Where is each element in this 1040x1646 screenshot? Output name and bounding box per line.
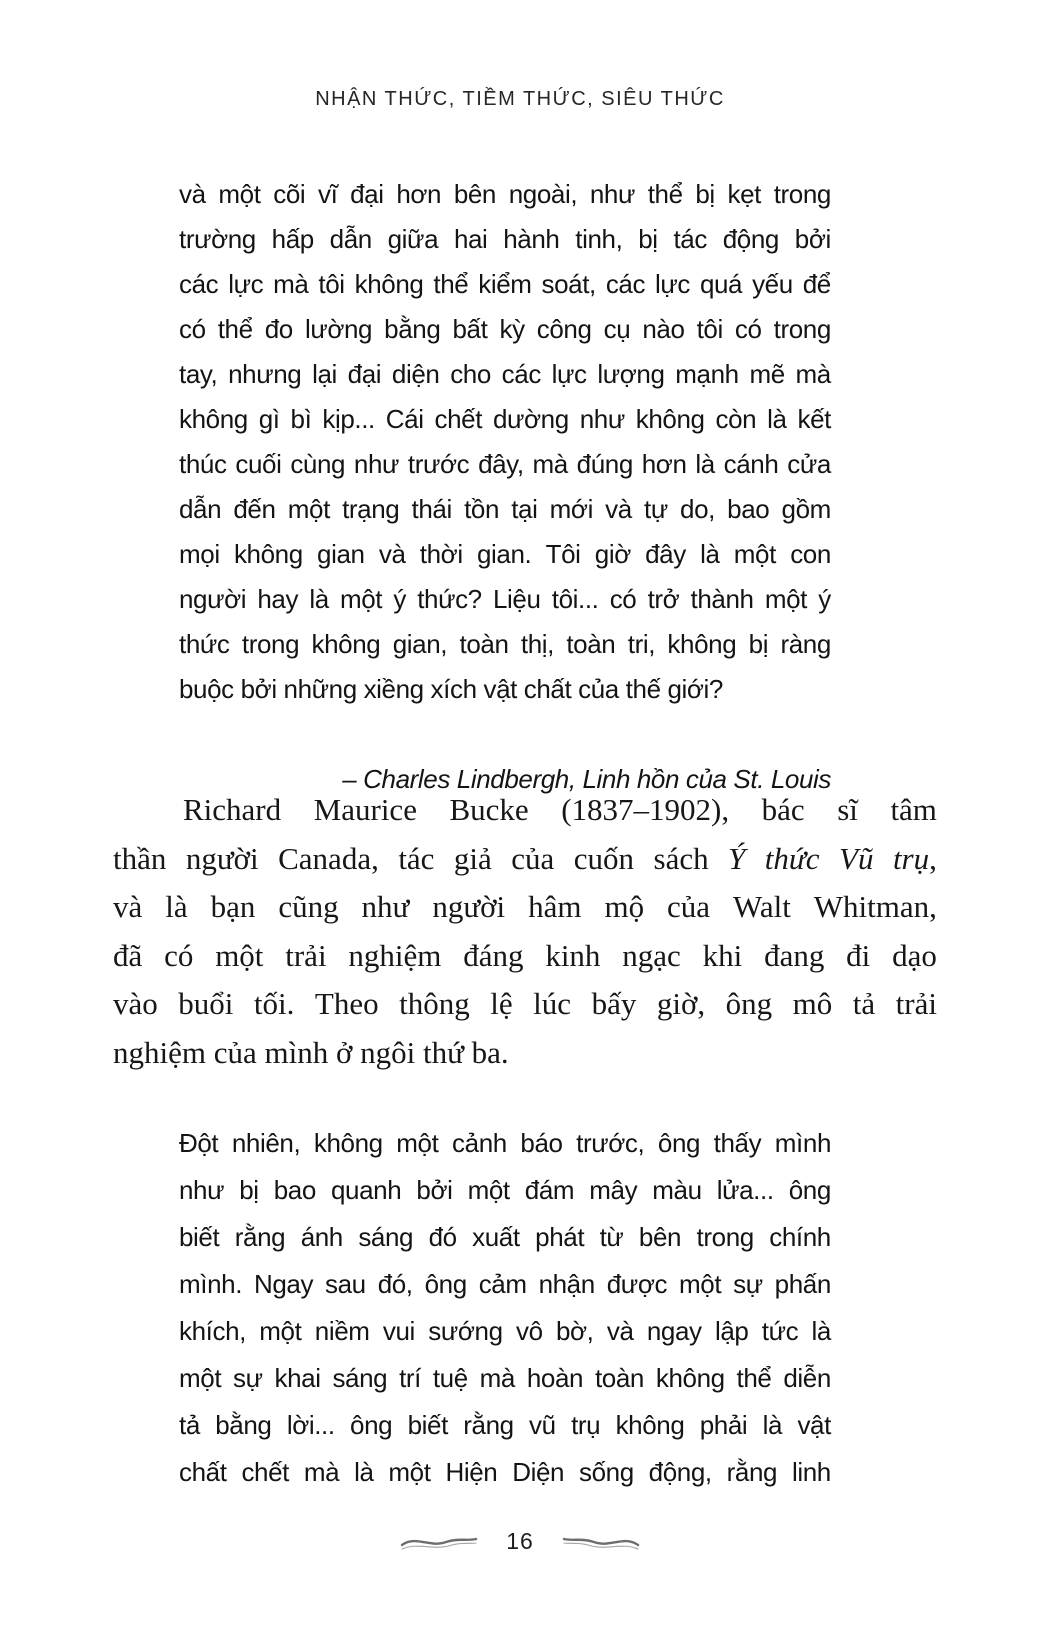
text-line: không gì bì kịp... Cái chết dường như không còn là kết xyxy=(179,404,831,434)
text-line: chất chết mà là một Hiện Diện sống động, rằng linh xyxy=(179,1457,831,1487)
text-line: người hay là một ý thức? Liệu tôi... có trở thành một ý xyxy=(179,584,831,614)
blockquote-1 xyxy=(179,172,831,712)
page-number: 16 xyxy=(506,1528,534,1554)
text-line: Đột nhiên, không một cảnh báo trước, ông thấy mình xyxy=(179,1128,831,1158)
text-line: vào buổi tối. Theo thông lệ lúc bấy giờ, ông mô tả trải xyxy=(113,986,937,1021)
text-line: thúc cuối cùng như trước đây, mà đúng hơn là cánh cửa xyxy=(179,449,831,479)
blockquote-2 xyxy=(179,1120,831,1496)
text-line: tả bằng lời... ông biết rằng vũ trụ không phải là vật xyxy=(179,1410,831,1440)
text-line: Richard Maurice Bucke (1837–1902), bác sĩ tâm xyxy=(183,792,937,827)
running-header: NHẬN THỨC, TIỀM THỨC, SIÊU THỨC xyxy=(315,88,725,110)
quote-attribution: – Charles Lindbergh, Linh hồn của St. Louis xyxy=(342,764,831,794)
text-line: trường hấp dẫn giữa hai hành tinh, bị tác động bởi xyxy=(179,224,831,254)
text-line: và là bạn cũng như người hâm mộ của Walt Whitman, xyxy=(113,889,937,924)
wave-flourish-icon xyxy=(400,1532,478,1552)
text-line: buộc bởi những xiềng xích vật chất của thế giới? xyxy=(179,674,723,704)
text-line: dẫn đến một trạng thái tồn tại mới và tự do, bao gồm xyxy=(179,494,831,524)
text-line: mình. Ngay sau đó, ông cảm nhận được một sự phấn xyxy=(179,1269,831,1299)
text-line: đã có một trải nghiệm đáng kinh ngạc khi đang đi dạo xyxy=(113,937,937,973)
text-line: như bị bao quanh bởi một đám mây màu lửa... ông xyxy=(179,1175,831,1205)
page-footer xyxy=(0,1528,1040,1555)
text-line: một sự khai sáng trí tuệ mà hoàn toàn không thể diễn xyxy=(179,1363,831,1393)
text-line: tay, nhưng lại đại diện cho các lực lượng mạnh mẽ mà xyxy=(179,359,831,389)
text-line: các lực mà tôi không thể kiểm soát, các lực quá yếu để xyxy=(179,269,831,299)
text-line: biết rằng ánh sáng đó xuất phát từ bên trong chính xyxy=(179,1222,831,1252)
wave-flourish-icon xyxy=(562,1532,640,1552)
text-line: và một cõi vĩ đại hơn bên ngoài, như thể bị kẹt trong xyxy=(179,179,831,209)
text-line: có thể đo lường bằng bất kỳ công cụ nào tôi có trong xyxy=(179,314,831,344)
body-paragraph xyxy=(113,786,937,1077)
text-line: thần người Canada, tác giả của cuốn sách Ý thức Vũ trụ, xyxy=(113,840,937,876)
text-line: mọi không gian và thời gian. Tôi giờ đây là một con xyxy=(179,539,831,569)
text-line: nghiệm của mình ở ngôi thứ ba. xyxy=(113,1034,509,1070)
text-line: khích, một niềm vui sướng vô bờ, và ngay lập tức là xyxy=(179,1316,831,1346)
text-line: thức trong không gian, toàn thị, toàn tri, không bị ràng xyxy=(179,629,831,659)
